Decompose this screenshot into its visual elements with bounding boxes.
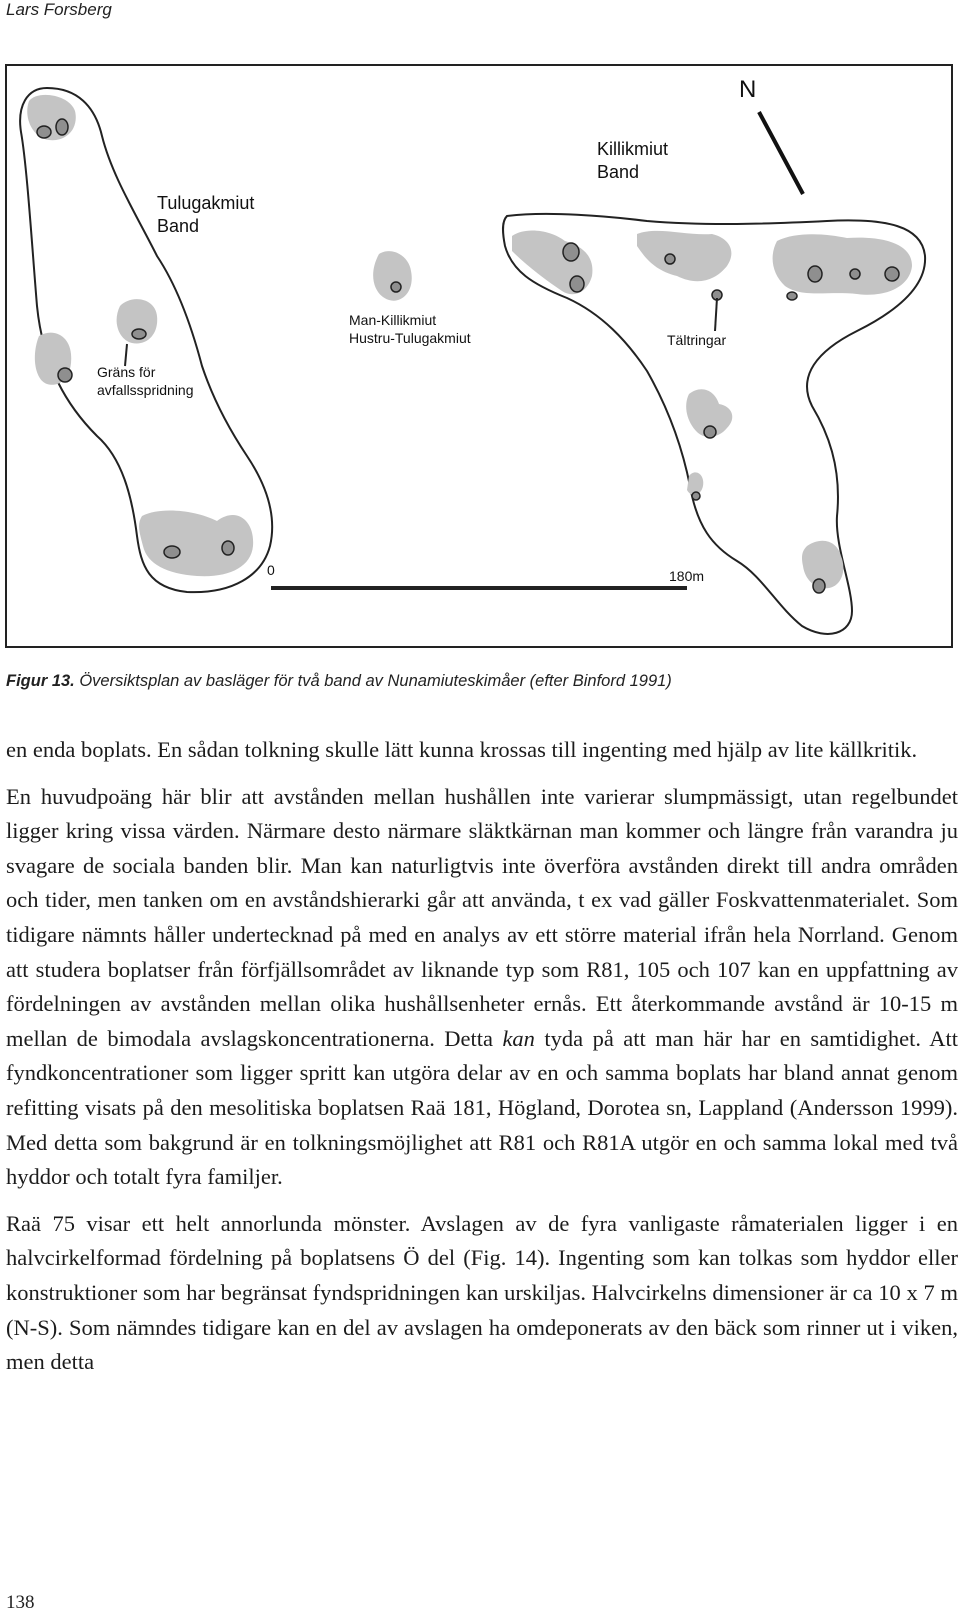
paragraph-2-emphasis: kan	[502, 1025, 535, 1051]
paragraph-2	[6, 780, 958, 1195]
killikmiut-band-label: Killikmiut Band	[597, 139, 669, 183]
figure-map	[5, 64, 953, 648]
paragraph-2-part-a: En huvudpoäng här blir att avstånden mellan hushållen inte varierar slumpmässigt, utan regelbundet ligger kring vissa värden. Närmare desto närmare släktkärnan man kommer och längre från varandra ju svagare de sociala banden blir. Man kan naturligtvis inte överföra avstånden direkt till andra områden och tider, men tanken om en avståndshierarki går att använda, t ex vad gäller Foskvattenmaterialet. Som tidigare nämnts håller undertecknad på med en analys av ett större material ifrån hela Norrland. Genom att studera boplatser från förfjällsområdet av liknande typ som R81, 105 och 107 kan en uppfattning av fördelningen av avstånden mellan olika hushållsenheter ernås. Ett återkommande avstånd är 10-15 m mellan de bimodala avslagskoncentrationerna. Detta	[6, 783, 958, 1051]
man-killikmiut-label: Man-Killikmiut Hustru-Tulugakmiut	[349, 312, 471, 346]
taltringar-label: Tältringar	[667, 332, 727, 348]
paragraph-1: en enda boplats. En sådan tolkning skulle lätt kunna krossas till ingenting med hjälp av lite källkritik.	[6, 737, 918, 762]
north-label: N	[739, 76, 757, 103]
map-drawing	[7, 66, 951, 646]
grans-leader-line	[125, 344, 127, 366]
caption-number: Figur 13.	[6, 672, 75, 690]
body-text	[6, 733, 958, 1392]
north-arrow-line	[759, 112, 803, 194]
paragraph-2-part-b: tyda på att man här har en samtidighet. Att fyndkoncentrationer som ligger spritt kan utgöra delar av en och samma boplats har bland annat genom refitting visats på den mesolitiska boplatsen Raä 181, Högland, Dorotea sn, Lappland (Andersson 1999). Med detta som bakgrund är en tolkningsmöjlighet att R81 och R81A utgör en och samma lokal med två hyddor och totalt fyra familjer.	[6, 1025, 958, 1190]
paragraph-3: Raä 75 visar ett helt annorlunda mönster. Avslagen av de fyra vanligaste råmaterialen ligger i en halvcirkelformad fördelning på boplatsens Ö del (Fig. 14). Ingenting som kan tolkas som hyddor eller konstruktioner som har begränsat fyndspridningen kan urskiljas. Halvcirkelns dimensioner är ca 10 x 7 m (N-S). Som nämndes tidigare kan en del av avslagen ha omdeponerats av den bäck som rinner ut i viken, men detta	[6, 1210, 958, 1375]
running-head: Lars Forsberg	[6, 0, 112, 19]
tulugakmiut-band-label: Tulugakmiut Band	[157, 193, 255, 237]
caption-text: Översiktsplan av basläger för två band av Nunamiuteskimåer (efter Binford 1991)	[74, 672, 672, 690]
grans-label: Gräns för avfallsspridning	[97, 364, 194, 398]
scale-end-label: 180m	[669, 568, 705, 584]
taltringar-leader-line	[715, 298, 717, 331]
page-number: 138	[6, 1592, 35, 1613]
scale-zero-label: 0	[267, 562, 275, 578]
figure-caption	[6, 672, 946, 691]
